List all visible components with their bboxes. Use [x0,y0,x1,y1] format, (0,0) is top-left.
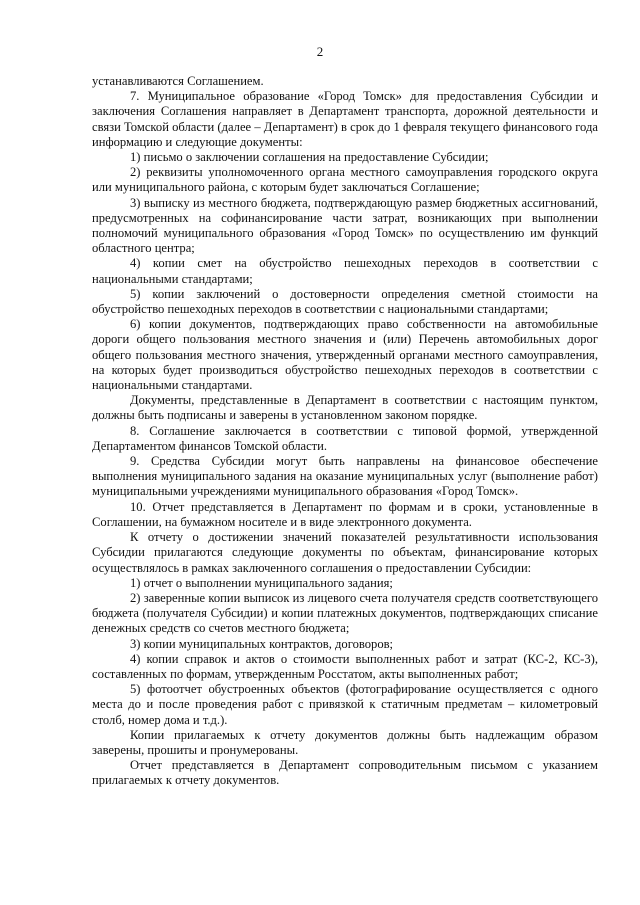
paragraph: Документы, представленные в Департамент в соответствии с настоящим пунктом, должны быть подписаны и заверены в установленном законом порядке. [92,393,598,423]
paragraph: устанавливаются Соглашением. [92,74,264,88]
paragraph: 9. Средства Субсидии могут быть направлены на финансовое обеспечение выполнения муниципального задания на оказание муниципальных услуг (выполнение работ) муниципальными учреждениями муниципального образования «Город Томск». [92,454,598,499]
list-item: 5) копии заключений о достоверности определения сметной стоимости на обустройство пешеходных переходов в соответствии с национальными стандартами; [92,286,598,317]
list-item: 5) фотоотчет обустроенных объектов (фотографирование осуществляется с одного места до и после проведения работ с привязкой к статичным предметам – километровый столб, номер дома и т.д.). [92,682,598,727]
list-item: 3) выписку из местного бюджета, подтверждающую размер бюджетных ассигнований, предусмотренных на софинансирование части затрат, возникающих при выполнении полномочий муниципального образования «Город Томск» по осуществлению им функций областного центра; [92,195,598,256]
page-number: 2 [316,44,324,59]
paragraph: К отчету о достижении значений показателей результативности использования Субсидии прилагаются следующие документы по объектам, финансирование которых осуществлялось в рамках заключенного соглашения о предоставлении Субсидии: [92,530,598,575]
paragraph: Отчет представляется в Департамент сопроводительным письмом с указанием прилагаемых к отчету документов. [92,758,598,788]
list-item: 6) копии документов, подтверждающих право собственности на автомобильные дороги общего пользования местного значения и (или) Перечень автомобильных дорог общего пользования местного значения, утвержденный органами местного самоуправления, на которых будет производиться обустройство пешеходных переходов в соответствии с национальными стандартами. [92,317,598,393]
paragraph: 7. Муниципальное образование «Город Томск» для предоставления Субсидии и заключения Соглашения направляет в Департамент транспорта, дорожной деятельности и связи Томской области (далее – Департамент) в срок до 1 февраля текущего финансового года информацию и следующие документы: [92,89,598,149]
document-body [92,74,598,789]
list-item: 2) реквизиты уполномоченного органа местного самоуправления городского округа или муниципального района, с которым будет заключаться Соглашение; [92,165,598,195]
paragraph: 8. Соглашение заключается в соответствии с типовой формой, утвержденной Департаментом финансов Томской области. [92,423,598,453]
list-item: 1) отчет о выполнении муниципального задания; [130,575,393,590]
list-item: 1) письмо о заключении соглашения на предоставление Субсидии; [130,150,489,165]
list-item: 2) заверенные копии выписок из лицевого счета получателя средств соответствующего бюджета (получателя Субсидии) и копии платежных документов, подтверждающих списание денежных средств со счетов местного бюджета; [92,590,598,636]
list-item: 4) копии справок и актов о стоимости выполненных работ и затрат (КС-2, КС-3), составленных по формам, утвержденным Росстатом, акты выполненных работ; [92,651,598,681]
paragraph: 10. Отчет представляется в Департамент по формам и в сроки, установленные в Соглашении, на бумажном носителе и в виде электронного документа. [92,499,598,529]
paragraph: Копии прилагаемых к отчету документов должны быть надлежащим образом заверены, прошиты и пронумерованы. [92,727,598,757]
list-item: 4) копии смет на обустройство пешеходных переходов в соответствии с национальными стандартами; [92,256,598,286]
list-item: 3) копии муниципальных контрактов, договоров; [130,636,394,651]
